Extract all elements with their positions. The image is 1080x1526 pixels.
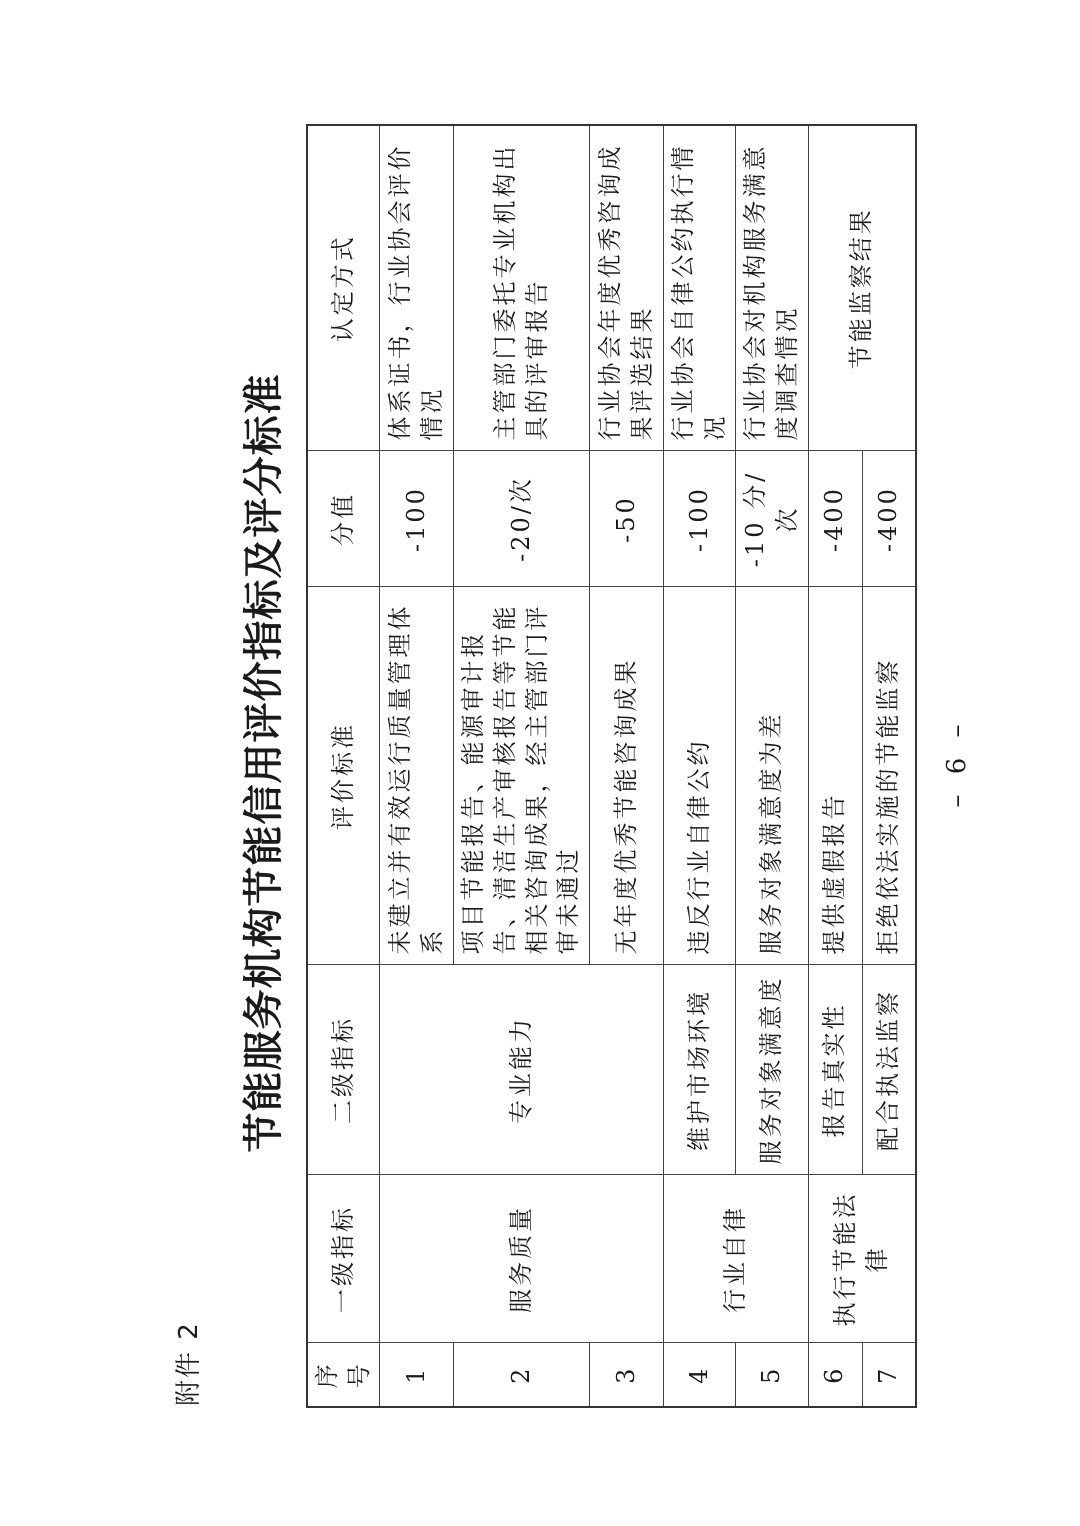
table-row <box>664 125 736 1407</box>
method-cell: 体系证书，行业协会评价情况 <box>380 125 454 451</box>
criterion-cell: 无年度优秀节能咨询成果 <box>590 587 664 965</box>
level1-cell: 服务质量 <box>380 1175 664 1343</box>
score-cell: -20/次 <box>454 451 590 587</box>
level1-cell: 执行节能法律 <box>808 1175 916 1343</box>
table-header-row <box>307 125 380 1407</box>
row-no: 4 <box>664 1343 736 1407</box>
page-number: – 6 – <box>942 718 972 808</box>
level2-cell: 服务对象满意度 <box>736 965 808 1175</box>
attachment-label: 附件 2 <box>174 1321 204 1406</box>
level2-cell: 配合执法监察 <box>862 965 916 1175</box>
criterion-cell: 项目节能报告、能源审计报告、清洁生产审核报告等节能相关咨询成果，经主管部门评审未通过 <box>454 587 590 965</box>
score-cell: -50 <box>590 451 664 587</box>
scoring-table <box>306 124 917 1408</box>
method-cell: 行业协会对机构服务满意度调查情况 <box>736 125 808 451</box>
header-method: 认定方式 <box>307 125 380 451</box>
header-criterion: 评价标准 <box>307 587 380 965</box>
level2-cell: 专业能力 <box>380 965 664 1175</box>
criterion-cell: 服务对象满意度为差 <box>736 587 808 965</box>
score-cell: -400 <box>808 451 862 587</box>
header-level1: 一级指标 <box>307 1175 380 1343</box>
header-score: 分值 <box>307 451 380 587</box>
method-cell: 主管部门委托专业机构出具的评审报告 <box>454 125 590 451</box>
score-cell: -100 <box>380 451 454 587</box>
criterion-cell: 违反行业自律公约 <box>664 587 736 965</box>
table-row <box>380 125 454 1407</box>
table-row <box>808 125 862 1407</box>
row-no: 1 <box>380 1343 454 1407</box>
row-no: 5 <box>736 1343 808 1407</box>
header-level2: 二级指标 <box>307 965 380 1175</box>
criterion-cell: 未建立并有效运行质量管理体系 <box>380 587 454 965</box>
header-no: 序号 <box>307 1343 380 1407</box>
method-cell: 行业协会年度优秀咨询成果评选结果 <box>590 125 664 451</box>
level2-cell: 维护市场环境 <box>664 965 736 1175</box>
level2-cell: 报告真实性 <box>808 965 862 1175</box>
row-no: 6 <box>808 1343 862 1407</box>
score-cell: -10 分/次 <box>736 451 808 587</box>
method-cell: 行业协会自律公约执行情况 <box>664 125 736 451</box>
document-title: 节能服务机构节能信用评价指标及评分标准 <box>241 373 287 1153</box>
method-cell: 节能监察结果 <box>808 125 916 451</box>
score-cell: -100 <box>664 451 736 587</box>
level1-cell: 行业自律 <box>664 1175 809 1343</box>
criterion-cell: 提供虚假报告 <box>808 587 862 965</box>
score-cell: -400 <box>862 451 916 587</box>
row-no: 7 <box>862 1343 916 1407</box>
criterion-cell: 拒绝依法实施的节能监察 <box>862 587 916 965</box>
row-no: 2 <box>454 1343 590 1407</box>
row-no: 3 <box>590 1343 664 1407</box>
